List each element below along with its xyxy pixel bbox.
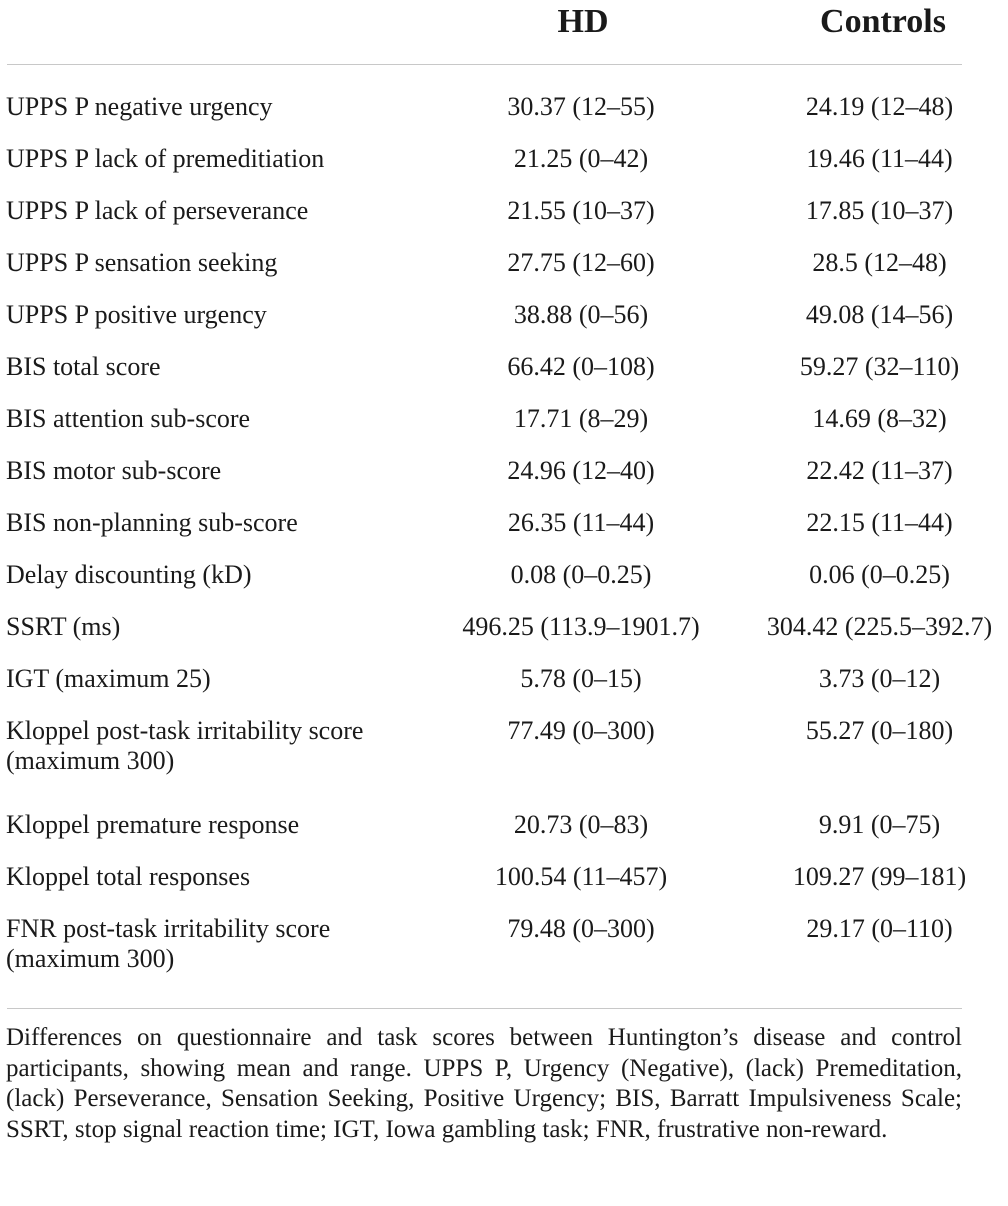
row-label: UPPS P positive urgency [6,300,267,329]
hd-value: 20.73 (0–83) [513,810,649,839]
hd-value: 66.42 (0–108) [507,352,655,381]
controls-value: 0.06 (0–0.25) [809,560,950,589]
row-label: UPPS P lack of perseverance [6,196,309,225]
controls-value: 59.27 (32–110) [799,352,960,381]
footer-divider [7,1008,962,1009]
hd-value: 100.54 (11–457) [494,862,668,891]
table-row [0,133,1008,185]
controls-value: 24.19 (12–48) [805,92,954,121]
hd-value: 24.96 (12–40) [507,456,655,485]
controls-value: 3.73 (0–12) [818,664,941,693]
table-row [0,549,1008,601]
row-label: UPPS P sensation seeking [6,248,278,277]
table-row [0,851,1008,903]
row-label: Kloppel premature response [6,810,300,839]
hd-value: 0.08 (0–0.25) [510,560,652,589]
hd-value: 30.37 (12–55) [507,92,655,121]
table-row [0,289,1008,341]
table-row [0,341,1008,393]
column-header-hd: HD [557,3,609,40]
hd-value: 21.25 (0–42) [513,144,649,173]
row-label: UPPS P lack of premeditiation [6,144,325,173]
table-body [0,81,1008,997]
column-header-controls: Controls [820,3,946,40]
header-divider [7,64,962,65]
table-row [0,653,1008,705]
row-label: UPPS P negative urgency [6,92,273,121]
row-label: Kloppel total responses [6,862,251,891]
row-label: SSRT (ms) [6,612,121,641]
controls-value: 17.85 (10–37) [805,196,954,225]
hd-value: 79.48 (0–300) [507,914,655,943]
controls-value: 22.15 (11–44) [806,508,953,537]
table-row [0,81,1008,133]
hd-value: 77.49 (0–300) [507,716,655,745]
row-label: BIS total score [6,352,161,381]
controls-value: 55.27 (0–180) [805,716,954,745]
table-row [0,393,1008,445]
table-row [0,601,1008,653]
table-row [0,799,1008,851]
row-label: BIS non-planning sub-score [6,508,298,537]
controls-value: 28.5 (12–48) [812,248,947,277]
table-header-row [0,0,1008,44]
row-label: IGT (maximum 25) [6,664,211,693]
table-row [0,185,1008,237]
row-label: Kloppel post-task irritability score (maximum 300) [6,716,364,775]
hd-value: 38.88 (0–56) [513,300,649,329]
row-label: BIS motor sub-score [6,456,222,485]
row-label: Delay discounting (kD) [6,560,252,589]
controls-value: 19.46 (11–44) [806,144,953,173]
table-row [0,903,1008,997]
hd-value: 27.75 (12–60) [507,248,655,277]
controls-value: 29.17 (0–110) [806,914,953,943]
table-row [0,705,1008,799]
hd-value: 496.25 (113.9–1901.7) [462,612,700,641]
table-footnote: Differences on questionnaire and task scores between Huntington’s disease and control participants, showing mean and range. UPPS P, Urgency (Negative), (lack) Premeditation, (lack) Perseverance, Sensation Seeking, Positive Urgency; BIS, Barratt Impulsiveness Scale; SSRT, stop signal reaction time; IGT, Iowa gambling task; FNR, frustrative non-reward. [6,1024,962,1143]
row-label: FNR post-task irritability score (maximum 300) [6,914,331,973]
hd-value: 5.78 (0–15) [520,664,642,693]
controls-value: 9.91 (0–75) [818,810,941,839]
table-row [0,237,1008,289]
controls-value: 14.69 (8–32) [812,404,947,433]
controls-value: 304.42 (225.5–392.7) [766,612,993,641]
hd-value: 21.55 (10–37) [507,196,655,225]
hd-value: 17.71 (8–29) [513,404,649,433]
controls-value: 49.08 (14–56) [805,300,954,329]
table-row [0,497,1008,549]
hd-value: 26.35 (11–44) [507,508,655,537]
row-label: BIS attention sub-score [6,404,251,433]
table-row [0,445,1008,497]
controls-value: 109.27 (99–181) [792,862,967,891]
controls-value: 22.42 (11–37) [806,456,953,485]
